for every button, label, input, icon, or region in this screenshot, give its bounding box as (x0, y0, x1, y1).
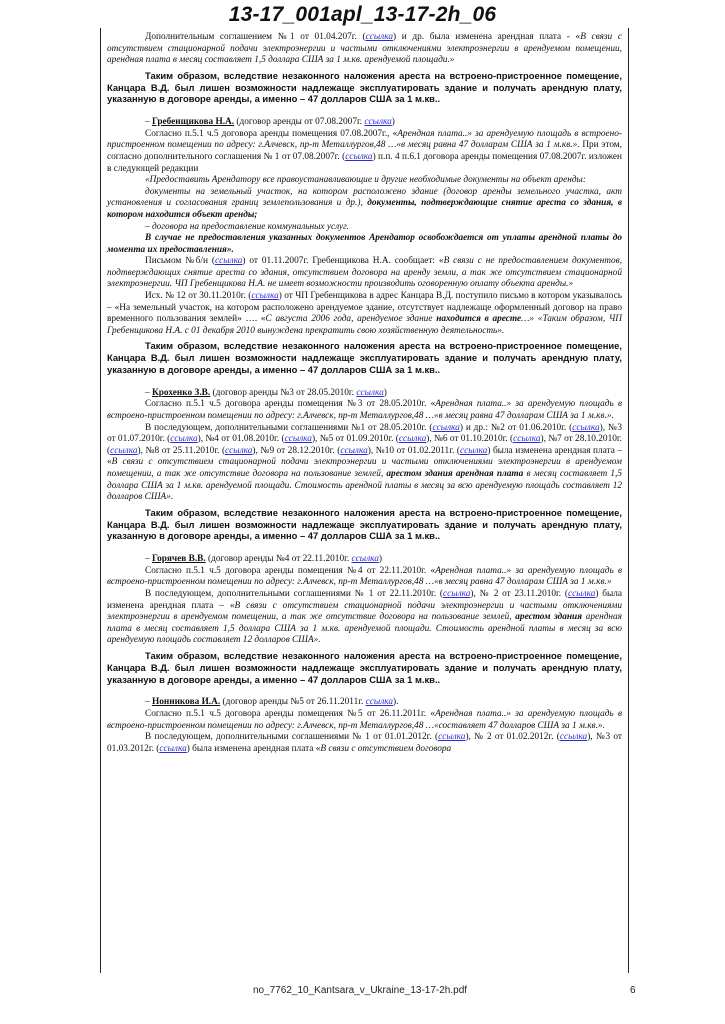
paragraph-intro (107, 32, 622, 67)
text-run: (договор аренды от 07.08.2007г. (234, 117, 365, 128)
paragraph (107, 399, 622, 422)
reference-link[interactable]: ссылка (214, 256, 243, 267)
text-run: Арендная плата..» за арендуемую площадь в встроено-пристроенном помещении по адресу: г.Алчевск, пр-т Металлургов,48 …«в месяц равна 47 долларам США за 1 м.кв.» (107, 565, 622, 588)
text-run: В последующем, дополнительными соглашениями №1 от 28.05.2010г. ( (145, 422, 433, 433)
paragraph (107, 732, 622, 755)
document-header-title: 13-17_001apl_13-17-2h_06 (228, 3, 497, 26)
text-run: ), №3 от 01.03.2012г. ( (107, 732, 622, 754)
summary-paragraph: Таким образом, вследствие незаконного наложения ареста на встроено-пристроенное помещение, Канцара В.Д. был лишен возможности надлежаще эксплуатировать здание и получать арендную плату, указанную в договоре аренды, а именно – 47 долларов США за 1 м.кв.. (107, 340, 622, 376)
text-run: Исх. № 12 от 30.11.2010г. ( (145, 291, 252, 302)
text-run: ) от 01.11.2007г. Гребенщикова Н.А. сообщает: « (242, 256, 444, 267)
reference-link[interactable]: ссылка (356, 387, 384, 398)
text-run: ), №8 от 25.11.2010г. ( (137, 445, 226, 456)
reference-link[interactable]: ссылка (364, 117, 392, 128)
text-run: ), № 2 от 23.11.2010г. ( (470, 588, 568, 599)
paragraph (107, 709, 622, 732)
reference-link[interactable]: ссылка (251, 291, 279, 302)
text-run: ) от ЧП Гребенщикова в адрес Канцара В.Д. поступило письмо в котором указывалось – «На земельный участок, на котором расположено арендуемое здание, отсутствует надлежаще оформленный договор на право временного пользования землей» …. « (107, 291, 622, 325)
reference-link[interactable]: ссылка (438, 732, 466, 743)
text-run: (договор аренды №4 от 22.11.2010г. (205, 554, 352, 565)
text-run: ), №3 от 01.07.2010г. ( (107, 422, 623, 445)
tenant-name: Горячев В.В. (151, 554, 206, 565)
text-run: Арендная плата..» за арендуемую площадь в встроено-пристроенном помещении по адресу: г.Алчевск, пр-т Металлургов,48 …«в месяц равна 47 долларам США за 1 м.кв.» (107, 128, 622, 151)
text-run: документы на земельный участок, на котором расположено здание (договор аренды земельного участка, акт установления и согласования границ землепользования и др.), (107, 186, 622, 209)
text-run: (договор аренды №3 от 28.05.2010г. (210, 387, 357, 398)
text-run: ), №7 от 28.10.2010г. ( (107, 434, 622, 456)
text-run: В связи с отсутствием стационарной подачи электроэнергии и частыми отключениями электроэнергии в арендуемом помещении, арендная плата в месяц составляет 1,5 доллара США за 1 м.кв. арендуемой площади.» (107, 32, 623, 66)
tenant-heading: – Нонникова И.А. (договор аренды №5 от 26.11.2011г. ссылка). (145, 697, 399, 708)
text-run: В связи с не предоставлением документов, подтверждающих снятие ареста со здания, отсутствием договора на аренду земли, а так же отсутствием стационарной электроэнергии. ЧП Гребенщикова Н.А. не имеет возможности производить оговоренную оплату объекта аренды.» (107, 256, 622, 290)
text-run: ) (378, 554, 382, 565)
text-run: ), №4 от 01.08.2010г. ( (197, 434, 285, 445)
text-run: ). (393, 697, 399, 708)
paragraph (107, 256, 622, 291)
text-run: ), № 2 от 01.02.2012г. ( (465, 732, 560, 743)
footer-filename: no_7762_10_Kantsara_v_Ukraine_13-17-2h.pdf (253, 985, 468, 996)
quote-paragraph: – договора на предоставление коммунальных услуг. (145, 221, 349, 232)
reference-link[interactable]: ссылка (170, 434, 198, 445)
text-run: Согласно п.5.1 ч.5 договора аренды помещения №5 от 26.11.2011г. « (145, 708, 436, 719)
page-body (100, 28, 629, 973)
text-run: Письмом №б/н ( (145, 256, 215, 267)
paragraph (107, 129, 622, 175)
text-run: ) и др.: №2 от 01.06.2010г. ( (459, 422, 573, 433)
reference-link[interactable]: ссылка (365, 32, 393, 42)
tenant-name: Крохенко З.В. (151, 387, 211, 398)
quote-paragraph (107, 187, 622, 222)
text-run: в месяц составляет 1,5 доллара США за 1 м.кв. арендуемой площади. Стоимость арендной платы в месяц за всю арендуемую площадь составляет 12 долларов США». (107, 469, 623, 503)
paragraph (107, 291, 622, 337)
summary-paragraph: Таким образом, вследствие незаконного наложения ареста на встроено-пристроенное помещение, Канцара В.Д. был лишен возможности надлежаще эксплуатировать здание и получать арендную плату, указанную в договоре аренды, а именно – 47 долларов США за 1 м.кв.. (107, 506, 622, 542)
text-run: находится в аресте (436, 314, 522, 325)
tenant-heading: – Гребенщикова Н.А. (договор аренды от 07.08.2007г. ссылка) (145, 117, 395, 128)
text-run: . При этом, согласно дополнительного соглашения № 1 от 07.08.2007г. ( (107, 140, 623, 162)
tenant-heading: – Горячев В.В. (договор аренды №4 от 22.11.2010г. ссылка) (145, 554, 382, 565)
reference-link[interactable]: ссылка (572, 422, 600, 433)
paragraph (107, 423, 622, 504)
reference-link[interactable]: ссылка (225, 445, 253, 456)
text-run: ) п.п. 4 п.6.1 договора аренды помещения 07.08.2007г. изложен в следующей редакции (107, 151, 622, 174)
text-run: Согласно п.5.1 ч.5 договора аренды помещения №4 от 22.11.2010г. « (145, 565, 436, 576)
reference-link[interactable]: ссылка (351, 554, 379, 565)
text-run: В связи с отсутствием договора (320, 743, 452, 754)
text-run: Арендная плата..» за арендуемую площадь в встроено-пристроенном помещении по адресу: г.Алчевск, пр-т Металлургов,48 …«в месяц равна 47 долларам США за 1 м.кв.». (107, 399, 622, 422)
summary-paragraph: Таким образом, вследствие незаконного наложения ареста на встроено-пристроенное помещение, Канцара В.Д. был лишен возможности надлежаще эксплуатировать здание и получать арендную плату, указанную в договоре аренды, а именно – 47 долларов США за 1 м.кв.. (107, 69, 622, 105)
text-run: ) и др. была изменена арендная плата - « (392, 32, 581, 42)
text-run: ), №9 от 28.12.2010г. ( (252, 445, 341, 456)
text-run: ) (383, 387, 387, 398)
tenant-name: Гребенщикова Н.А. (151, 117, 235, 128)
text-run: Согласно п.5.1 ч.5 договора аренды помещения №3 от 28.05.2010г. « (145, 399, 436, 410)
reference-link[interactable]: ссылка (159, 743, 187, 754)
text-run: ) была изменена арендная плата – « (107, 445, 622, 468)
reference-link[interactable]: ссылка (459, 445, 488, 456)
reference-link[interactable]: ссылка (284, 434, 312, 445)
quote-paragraph: «Предоставить Арендатору все правоустанавливающие и другие необходимые документы на объект аренды: (145, 175, 586, 186)
reference-link[interactable]: ссылка (568, 588, 596, 599)
reference-link[interactable]: ссылка (345, 151, 373, 162)
reference-link[interactable]: ссылка (559, 732, 588, 743)
text-run: В последующем, дополнительными соглашениями № 1 от 01.01.2012г. ( (145, 732, 439, 743)
text-run: арестом здания арендная плата (386, 469, 524, 479)
text-run: ), №6 от 01.10.2010г. ( (426, 434, 514, 445)
reference-link[interactable]: ссылка (432, 422, 460, 433)
text-run: ), №10 от 01.02.2011г. ( (367, 445, 460, 456)
text-run: ), №5 от 01.09.2010г. ( (311, 434, 399, 445)
text-run: документы, подтверждающие снятие ареста со здания, в котором находится объект аренды; (107, 198, 623, 220)
tenant-name: Нонникова И.А. (151, 697, 221, 708)
text-run: ) (391, 117, 395, 128)
reference-link[interactable]: ссылка (443, 588, 471, 599)
paragraph (107, 589, 622, 647)
text-run: …» «Таким образом, ЧП Гребенщикова Н.А. с 01 декабря 2010 вынуждена прекратить свою хозяйственную деятельность». (107, 314, 622, 336)
page-number: 6 (630, 985, 636, 996)
text-run: Арендная плата..» за арендуемую площадь в встроено-пристроенном помещении по адресу: г.Алчевск, пр-т Металлургов,48 …«составляет 47 долларов США за 1 м.кв.». (107, 708, 622, 731)
document-text (101, 28, 628, 755)
reference-link[interactable]: ссылка (365, 697, 394, 708)
text-run: В последующем, дополнительными соглашениями № 1 от 22.11.2010г. ( (145, 588, 444, 599)
text-run: В связи с отсутствием стационарной подачи электроэнергии и частыми отключениями электроэнергии в арендуемом помещении, а так же отсутствие договора на пользование землей, (107, 600, 622, 623)
reference-link[interactable]: ссылка (340, 445, 368, 456)
text-run: ) была изменена арендная плата « (186, 743, 321, 754)
text-run: С августа 2006 года, арендуемое здание (265, 314, 437, 325)
quote-paragraph: В случае не предоставления указанных документов Арендатор освобождается от уплаты арендной платы до момента их предоставления». (107, 233, 622, 255)
reference-link[interactable]: ссылка (513, 434, 541, 445)
text-run: (договор аренды №5 от 26.11.2011г. (220, 697, 366, 708)
summary-paragraph: Таким образом, вследствие незаконного наложения ареста на встроено-пристроенное помещение, Канцара В.Д. был лишен возможности надлежаще эксплуатировать здание и получать арендную плату, указанную в договоре аренды, а именно – 47 долларов США за 1 м.кв.. (107, 649, 622, 685)
text-run: арендная плата в месяц составляет 1,5 доллара США за 1 м.кв. арендуемой площади. Стоимость арендной платы в месяц за всю арендуемую площадь составляет 12 долларов США». (107, 612, 622, 646)
text-run: ) была изменена арендная плата – « (107, 588, 622, 611)
reference-link[interactable]: ссылка (110, 445, 138, 456)
reference-link[interactable]: ссылка (398, 434, 427, 445)
text-run: Согласно п.5.1 ч.5 договора аренды помещения 07.08.2007г., « (145, 128, 398, 139)
text-run: Дополнительным соглашением №1 от 01.04.207г. ( (145, 32, 366, 42)
paragraph (107, 566, 622, 589)
tenant-heading: – Крохенко З.В. (договор аренды №3 от 28.05.2010г. ссылка) (145, 387, 387, 398)
text-run: В связи с отсутствием стационарной подачи электроэнергии и частыми отключениями электроэнергии в арендуемом помещении, а так же отсутствие договора на пользование землей, (107, 457, 622, 479)
text-run: арестом здания (515, 612, 583, 623)
